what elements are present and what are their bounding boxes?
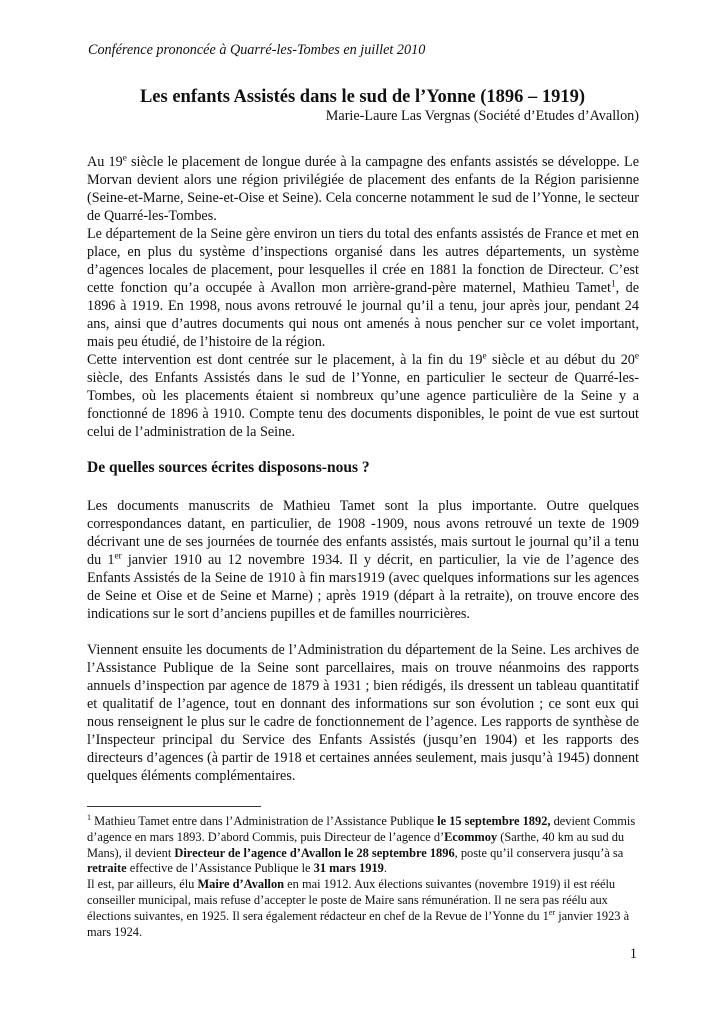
article-title: Les enfants Assistés dans le sud de l’Yonne (1896 – 1919) bbox=[139, 87, 586, 107]
footnote-paragraph-2: Il est, par ailleurs, élu Maire d’Avallon en mai 1912. Aux élections suivantes (novembre 1919) il est réélu conseiller municipal, mais refuse d’accepter le poste de Maire sans rémunération. Il ne sera pas réélu aux élections suivantes, en 1925. Il sera également rédacteur en chef de la Revue de l’Yonne du 1er janvier 1923 à mars 1924. bbox=[87, 877, 630, 939]
page-number: 1 bbox=[629, 946, 637, 962]
superscript: e bbox=[482, 350, 487, 361]
footnote-paragraph-1: $^1$ Mathieu Tamet entre dans l’Administration de l’Assistance Publique le 15 septembre 1892, devient Commis d’agence en mars 1893. D’abord Commis, puis Directeur de l’agence d’Ecommoy (Sarthe, 40 km au sud du Mans), il devient Directeur de l’agence d’Avallon le 28 septembre 1896, poste qu’il conservera jusqu’à sa retraite effective de l’Assistance Publique le 31 mars 1919. bbox=[87, 812, 636, 876]
article-author: Marie-Laure Las Vergnas (Société d’Etudes d’Avallon) bbox=[325, 108, 639, 124]
section-heading: De quelles sources écrites disposons-nous ? bbox=[87, 459, 370, 476]
sources-section bbox=[87, 497, 639, 785]
sources-paragraph-1: Les documents manuscrits de Mathieu Tamet sont la plus importante. Outre quelques correspondances datant, en particulier, de 1908 -1909, nous avons retrouvé un texte de 1909 décrivant une de ses journées de tournée des enfants assistés, mais surtout le journal qu’il a tenu du 1er janvier 1910 au 12 novembre 1934. Il y décrit, en particulier, la vie de l’agence des Enfants Assistés de la Seine de 1910 à fin mars1919 (avec quelques informations sur les agences de Seine et Oise et de Seine et Marne) ; après 1919 (départ à la retraite), on trouve encore des indications sur le sort d’anciens pupilles et de familles nourricières. bbox=[87, 498, 639, 622]
intro-paragraph-1: Au 19e siècle le placement de longue durée à la campagne des enfants assistés se développe. Le Morvan devient alors une région privilégiée de placement des enfants de la Région parisienne (Seine-et-Marne, Seine-et-Oise et Seine). Cela concerne notamment le sud de l’Yonne, le secteur de Quarré-les-Tombes. bbox=[87, 152, 639, 224]
footnote-separator bbox=[87, 806, 261, 807]
superscript: e bbox=[634, 350, 639, 361]
superscript: er bbox=[114, 550, 122, 561]
intro-paragraph-2: Le département de la Seine gère environ un tiers du total des enfants assistés de France et met en place, en plus du système d’inspections organisé dans les autres départements, un système d’agences locales de placement, pour lesquelles il crée en 1881 la fonction de Directeur. C’est cette fonction qu’a occupée à Avallon mon arrière-grand-père maternel, Mathieu Tamet$^1$, de 1896 à 1919. En 1998, nous avons retrouvé le journal qu’il a tenu, jour après jour, pendant 24 ans, ainsi que d’autres documents qui nous ont amenés à nous pencher sur ce volet important, mais peu étudié, de l’histoire de la région. bbox=[87, 226, 639, 350]
footnote-marker: 1 bbox=[87, 812, 92, 822]
paragraph-gap bbox=[87, 623, 639, 641]
intro-paragraph-3: Cette intervention est dont centrée sur le placement, à la fin du 19e siècle et au début du 20e siècle, des Enfants Assistés dans le sud de l’Yonne, en particulier le secteur de Quarré-les-Tombes, où les placements étaient si nombreux qu’une agence particulière de la Seine y a fonctionné de 1896 à 1910. Compte tenu des documents disponibles, le point de vue est surtout celui de l’administration de la Seine. bbox=[87, 350, 639, 440]
footnote-reference[interactable]: 1 bbox=[611, 278, 616, 289]
running-header: Conférence prononcée à Quarré-les-Tombes en juillet 2010 bbox=[88, 42, 426, 58]
intro-section bbox=[87, 153, 639, 441]
footnote-1 bbox=[87, 814, 639, 940]
superscript: e bbox=[122, 152, 127, 163]
superscript: er bbox=[548, 907, 556, 917]
sources-paragraph-2: Viennent ensuite les documents de l’Administration du département de la Seine. Les archives de l’Assistance Publique de la Seine sont parcellaires, mais on trouve néanmoins des rapports annuels d’inspection par agence de 1879 à 1931 ; bien rédigés, ils dressent un tableau quantitatif et qualitatif de l’agence, tout en donnant des informations sur son évolution ; ce sont eux qui nous renseignent le plus sur le cadre de fonctionnement de l’agence. Les rapports de synthèse de l’Inspecteur principal du Service des Enfants Assistés (jusqu’en 1904) et les rapports des directeurs d’agences (à partir de 1918 et certaines années seulement, mais jusqu’à 1945) donnent quelques éléments complémentaires. bbox=[87, 642, 639, 784]
